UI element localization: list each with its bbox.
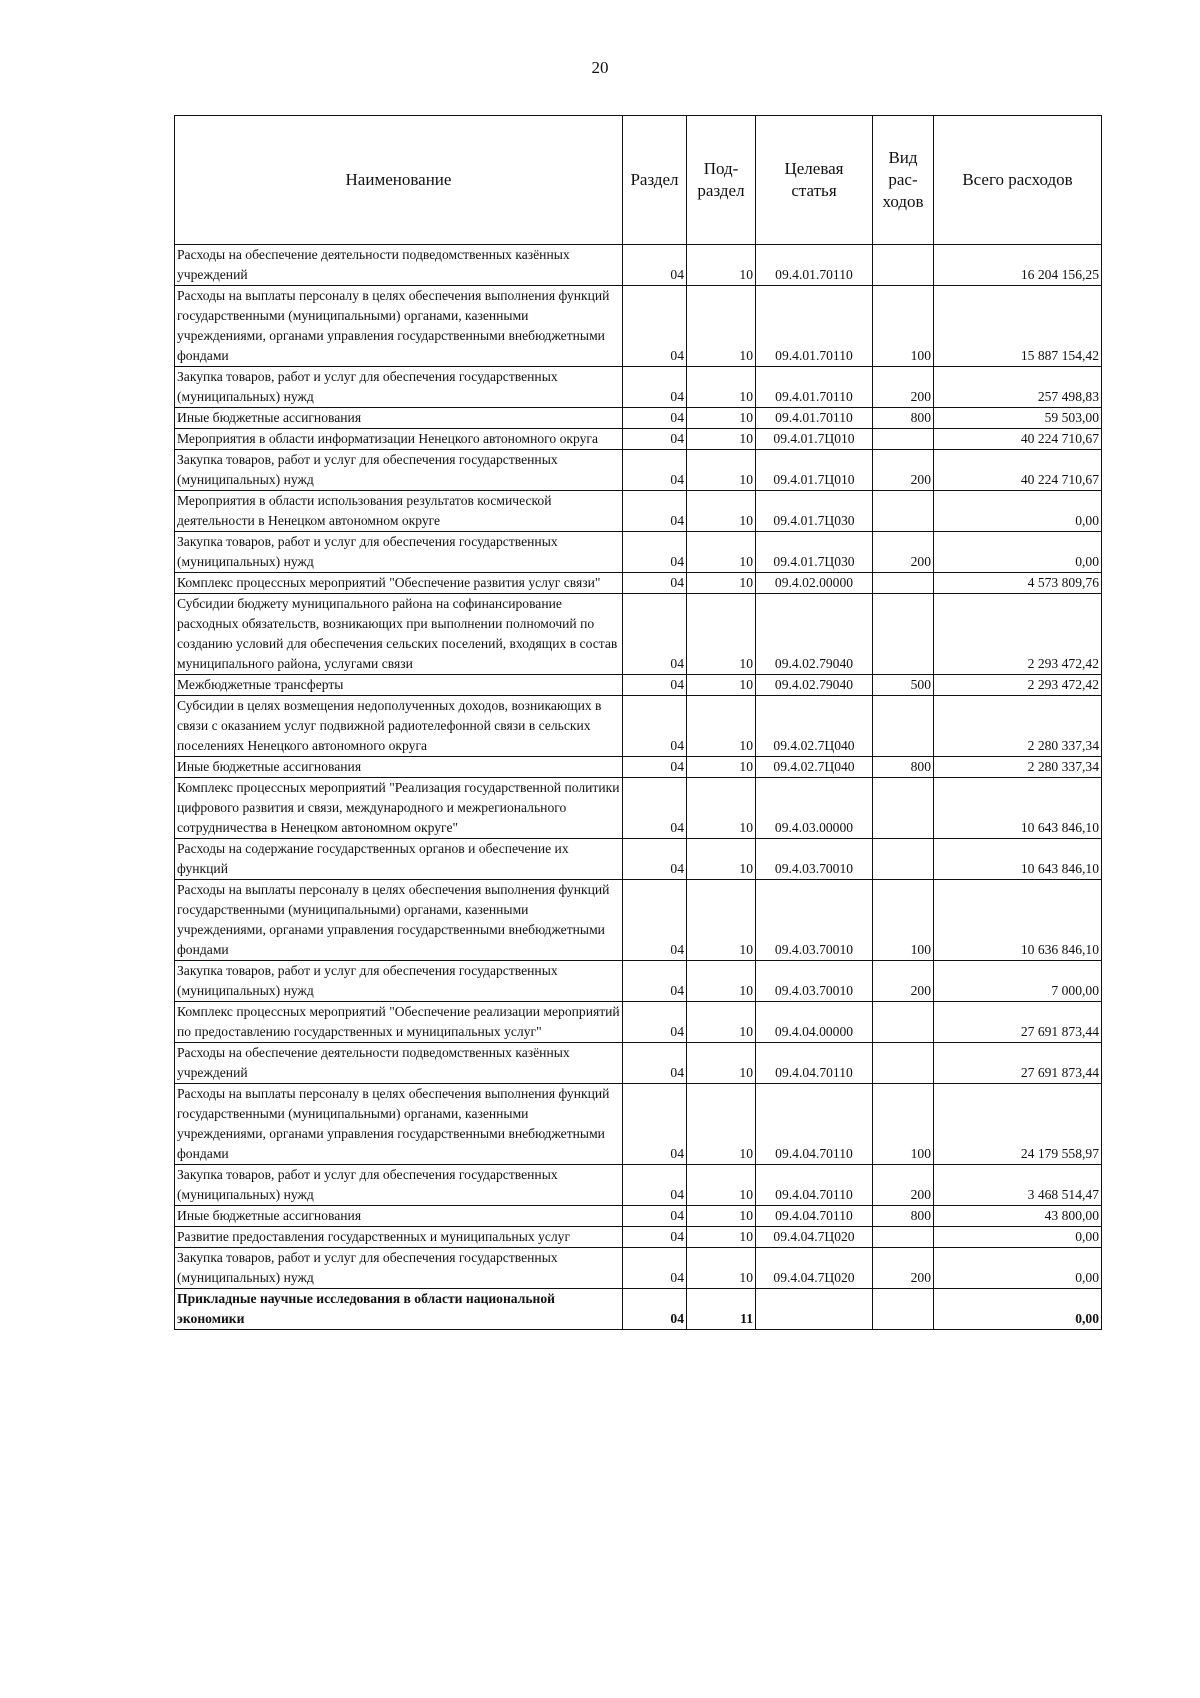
- cell-subsection: 10: [687, 839, 756, 880]
- cell-subsection: 10: [687, 1248, 756, 1289]
- cell-total: 10 636 846,10: [934, 880, 1102, 961]
- cell-name: Межбюджетные трансферты: [175, 675, 623, 696]
- table-row: [175, 839, 1102, 880]
- cell-target: 09.4.04.70110: [756, 1043, 873, 1084]
- cell-vid: [873, 1227, 934, 1248]
- cell-name: Закупка товаров, работ и услуг для обеспечения государственных (муниципальных) нужд: [175, 450, 623, 491]
- cell-name: Закупка товаров, работ и услуг для обеспечения государственных (муниципальных) нужд: [175, 961, 623, 1002]
- cell-target: 09.4.01.7Ц010: [756, 429, 873, 450]
- cell-section: 04: [623, 880, 687, 961]
- cell-target: 09.4.03.70010: [756, 839, 873, 880]
- cell-section: 04: [623, 1002, 687, 1043]
- table-row: [175, 757, 1102, 778]
- cell-vid: 200: [873, 1248, 934, 1289]
- cell-total: 0,00: [934, 491, 1102, 532]
- cell-section: 04: [623, 532, 687, 573]
- table-row: [175, 961, 1102, 1002]
- cell-section: 04: [623, 1289, 687, 1330]
- cell-total: 0,00: [934, 1227, 1102, 1248]
- cell-section: 04: [623, 491, 687, 532]
- table-body: [175, 245, 1102, 1330]
- table-row: [175, 675, 1102, 696]
- cell-name: Субсидии бюджету муниципального района на софинансирование расходных обязательств, возникающих при выполнении полномочий по созданию условий для обеспечения сельских поселений, входящих в состав муниципального района, услугами связи: [175, 594, 623, 675]
- cell-section: 04: [623, 696, 687, 757]
- cell-name: Закупка товаров, работ и услуг для обеспечения государственных (муниципальных) нужд: [175, 1165, 623, 1206]
- cell-name: Расходы на содержание государственных органов и обеспечение их функций: [175, 839, 623, 880]
- table-row: [175, 1043, 1102, 1084]
- cell-section: 04: [623, 245, 687, 286]
- table-row: [175, 1289, 1102, 1330]
- cell-section: 04: [623, 1206, 687, 1227]
- cell-name: Прикладные научные исследования в области национальной экономики: [175, 1289, 623, 1330]
- cell-section: 04: [623, 1248, 687, 1289]
- cell-total: 10 643 846,10: [934, 778, 1102, 839]
- cell-section: 04: [623, 675, 687, 696]
- table-row: [175, 880, 1102, 961]
- cell-name: Расходы на обеспечение деятельности подведомственных казённых учреждений: [175, 245, 623, 286]
- page-number: 20: [591, 58, 609, 77]
- cell-vid: 200: [873, 532, 934, 573]
- cell-target: 09.4.04.00000: [756, 1002, 873, 1043]
- table-row: [175, 450, 1102, 491]
- cell-vid: [873, 573, 934, 594]
- table-row: [175, 778, 1102, 839]
- cell-vid: [873, 696, 934, 757]
- cell-name: Иные бюджетные ассигнования: [175, 757, 623, 778]
- cell-subsection: 10: [687, 757, 756, 778]
- cell-vid: 800: [873, 408, 934, 429]
- cell-target: 09.4.01.70110: [756, 408, 873, 429]
- cell-target: 09.4.01.70110: [756, 286, 873, 367]
- cell-subsection: 10: [687, 450, 756, 491]
- header-vid: Вид рас- ходов: [873, 116, 934, 245]
- cell-vid: 200: [873, 961, 934, 1002]
- cell-total: 27 691 873,44: [934, 1043, 1102, 1084]
- cell-target: 09.4.04.7Ц020: [756, 1248, 873, 1289]
- cell-section: 04: [623, 1084, 687, 1165]
- cell-subsection: 10: [687, 696, 756, 757]
- cell-total: 43 800,00: [934, 1206, 1102, 1227]
- cell-target: 09.4.04.70110: [756, 1084, 873, 1165]
- cell-section: 04: [623, 1165, 687, 1206]
- table-row: [175, 1248, 1102, 1289]
- cell-subsection: 10: [687, 491, 756, 532]
- cell-subsection: 10: [687, 1043, 756, 1084]
- cell-total: 257 498,83: [934, 367, 1102, 408]
- cell-vid: 100: [873, 1084, 934, 1165]
- table-row: [175, 532, 1102, 573]
- cell-subsection: 10: [687, 880, 756, 961]
- cell-target: 09.4.01.7Ц010: [756, 450, 873, 491]
- cell-section: 04: [623, 778, 687, 839]
- cell-subsection: 10: [687, 532, 756, 573]
- header-total: Всего расходов: [934, 116, 1102, 245]
- header-name: Наименование: [175, 116, 623, 245]
- header-target: Целевая статья: [756, 116, 873, 245]
- cell-section: 04: [623, 757, 687, 778]
- cell-vid: [873, 1002, 934, 1043]
- cell-target: 09.4.02.79040: [756, 675, 873, 696]
- cell-subsection: 10: [687, 1206, 756, 1227]
- cell-target: 09.4.03.70010: [756, 880, 873, 961]
- cell-total: 40 224 710,67: [934, 429, 1102, 450]
- cell-total: 27 691 873,44: [934, 1002, 1102, 1043]
- cell-vid: [873, 594, 934, 675]
- cell-section: 04: [623, 839, 687, 880]
- cell-name: Развитие предоставления государственных и муниципальных услуг: [175, 1227, 623, 1248]
- cell-section: 04: [623, 1227, 687, 1248]
- table-row: [175, 1002, 1102, 1043]
- cell-section: 04: [623, 286, 687, 367]
- cell-subsection: 11: [687, 1289, 756, 1330]
- cell-total: 59 503,00: [934, 408, 1102, 429]
- cell-section: 04: [623, 408, 687, 429]
- header-section: Раздел: [623, 116, 687, 245]
- cell-subsection: 10: [687, 1165, 756, 1206]
- cell-subsection: 10: [687, 1002, 756, 1043]
- cell-subsection: 10: [687, 573, 756, 594]
- cell-subsection: 10: [687, 675, 756, 696]
- cell-target: 09.4.01.7Ц030: [756, 532, 873, 573]
- cell-vid: 200: [873, 367, 934, 408]
- cell-vid: 800: [873, 1206, 934, 1227]
- cell-name: Закупка товаров, работ и услуг для обеспечения государственных (муниципальных) нужд: [175, 1248, 623, 1289]
- cell-name: Расходы на обеспечение деятельности подведомственных казённых учреждений: [175, 1043, 623, 1084]
- cell-vid: 800: [873, 757, 934, 778]
- table-row: [175, 1206, 1102, 1227]
- cell-total: 2 280 337,34: [934, 757, 1102, 778]
- cell-total: 10 643 846,10: [934, 839, 1102, 880]
- cell-name: Иные бюджетные ассигнования: [175, 1206, 623, 1227]
- cell-target: 09.4.02.79040: [756, 594, 873, 675]
- cell-subsection: 10: [687, 367, 756, 408]
- table-row: [175, 1227, 1102, 1248]
- table-row: [175, 408, 1102, 429]
- cell-section: 04: [623, 1043, 687, 1084]
- cell-target: 09.4.04.7Ц020: [756, 1227, 873, 1248]
- table-row: [175, 573, 1102, 594]
- cell-target: 09.4.02.7Ц040: [756, 757, 873, 778]
- cell-section: 04: [623, 450, 687, 491]
- cell-vid: [873, 245, 934, 286]
- cell-subsection: 10: [687, 408, 756, 429]
- table-row: [175, 286, 1102, 367]
- table-row: [175, 696, 1102, 757]
- header-subsection: Под- раздел: [687, 116, 756, 245]
- table-row: [175, 1084, 1102, 1165]
- cell-total: 24 179 558,97: [934, 1084, 1102, 1165]
- cell-name: Субсидии в целях возмещения недополученных доходов, возникающих в связи с оказанием услуг подвижной радиотелефонной связи в сельских поселениях Ненецкого автономного округа: [175, 696, 623, 757]
- table-row: [175, 491, 1102, 532]
- cell-target: 09.4.02.7Ц040: [756, 696, 873, 757]
- cell-subsection: 10: [687, 594, 756, 675]
- header-row: [175, 116, 1102, 245]
- cell-name: Закупка товаров, работ и услуг для обеспечения государственных (муниципальных) нужд: [175, 532, 623, 573]
- cell-total: 40 224 710,67: [934, 450, 1102, 491]
- table-row: [175, 429, 1102, 450]
- table-row: [175, 245, 1102, 286]
- cell-section: 04: [623, 429, 687, 450]
- cell-target: [756, 1289, 873, 1330]
- cell-total: 0,00: [934, 1248, 1102, 1289]
- cell-name: Комплекс процессных мероприятий "Обеспечение развития услуг связи": [175, 573, 623, 594]
- cell-target: 09.4.01.7Ц030: [756, 491, 873, 532]
- cell-vid: [873, 429, 934, 450]
- cell-name: Расходы на выплаты персоналу в целях обеспечения выполнения функций государственными (муниципальными) органами, казенными учреждениями, органами управления государственными внебюджетными фондами: [175, 1084, 623, 1165]
- cell-section: 04: [623, 367, 687, 408]
- cell-subsection: 10: [687, 961, 756, 1002]
- cell-total: 0,00: [934, 1289, 1102, 1330]
- cell-total: 16 204 156,25: [934, 245, 1102, 286]
- cell-section: 04: [623, 573, 687, 594]
- cell-name: Расходы на выплаты персоналу в целях обеспечения выполнения функций государственными (муниципальными) органами, казенными учреждениями, органами управления государственными внебюджетными фондами: [175, 880, 623, 961]
- cell-subsection: 10: [687, 245, 756, 286]
- cell-name: Мероприятия в области использования результатов космической деятельности в Ненецком автономном округе: [175, 491, 623, 532]
- cell-total: 15 887 154,42: [934, 286, 1102, 367]
- budget-table: [174, 115, 1102, 1330]
- cell-subsection: 10: [687, 286, 756, 367]
- cell-total: 0,00: [934, 532, 1102, 573]
- cell-vid: 100: [873, 286, 934, 367]
- cell-name: Расходы на выплаты персоналу в целях обеспечения выполнения функций государственными (муниципальными) органами, казенными учреждениями, органами управления государственными внебюджетными фондами: [175, 286, 623, 367]
- cell-name: Комплекс процессных мероприятий "Обеспечение реализации мероприятий по предоставлению государственных и муниципальных услуг": [175, 1002, 623, 1043]
- cell-vid: 200: [873, 450, 934, 491]
- table-row: [175, 594, 1102, 675]
- cell-total: 2 280 337,34: [934, 696, 1102, 757]
- cell-total: 4 573 809,76: [934, 573, 1102, 594]
- cell-vid: 100: [873, 880, 934, 961]
- cell-name: Закупка товаров, работ и услуг для обеспечения государственных (муниципальных) нужд: [175, 367, 623, 408]
- table-row: [175, 1165, 1102, 1206]
- cell-name: Иные бюджетные ассигнования: [175, 408, 623, 429]
- cell-target: 09.4.02.00000: [756, 573, 873, 594]
- cell-subsection: 10: [687, 1227, 756, 1248]
- cell-name: Комплекс процессных мероприятий "Реализация государственной политики цифрового развития и связи, международного и межрегионального сотрудничества в Ненецком автономном округе": [175, 778, 623, 839]
- cell-total: 7 000,00: [934, 961, 1102, 1002]
- cell-target: 09.4.01.70110: [756, 245, 873, 286]
- cell-subsection: 10: [687, 778, 756, 839]
- cell-target: 09.4.04.70110: [756, 1165, 873, 1206]
- cell-vid: [873, 491, 934, 532]
- cell-name: Мероприятия в области информатизации Ненецкого автономного округа: [175, 429, 623, 450]
- cell-vid: [873, 839, 934, 880]
- cell-vid: [873, 1043, 934, 1084]
- cell-section: 04: [623, 594, 687, 675]
- table-row: [175, 367, 1102, 408]
- cell-total: 2 293 472,42: [934, 675, 1102, 696]
- cell-target: 09.4.03.70010: [756, 961, 873, 1002]
- cell-vid: 500: [873, 675, 934, 696]
- cell-subsection: 10: [687, 429, 756, 450]
- cell-target: 09.4.03.00000: [756, 778, 873, 839]
- cell-target: 09.4.04.70110: [756, 1206, 873, 1227]
- cell-subsection: 10: [687, 1084, 756, 1165]
- cell-vid: [873, 778, 934, 839]
- cell-total: 2 293 472,42: [934, 594, 1102, 675]
- cell-vid: 200: [873, 1165, 934, 1206]
- cell-target: 09.4.01.70110: [756, 367, 873, 408]
- cell-total: 3 468 514,47: [934, 1165, 1102, 1206]
- cell-section: 04: [623, 961, 687, 1002]
- cell-vid: [873, 1289, 934, 1330]
